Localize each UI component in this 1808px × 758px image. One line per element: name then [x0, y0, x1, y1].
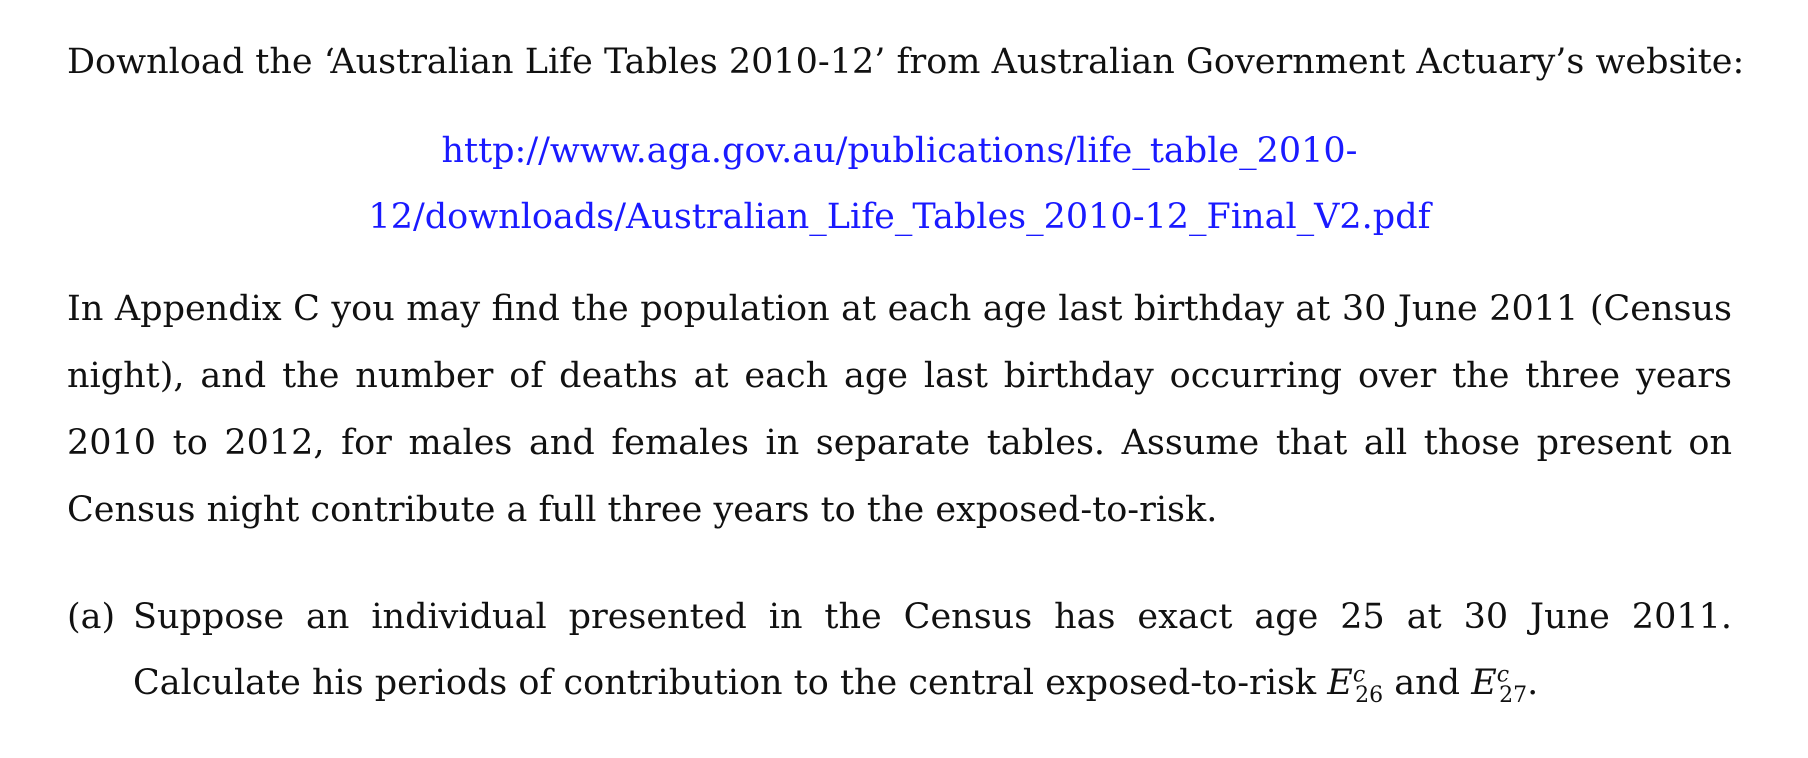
- math-subscript: 27: [1499, 683, 1528, 708]
- document-page: [67, 36, 1745, 716]
- item-a-connector: and: [1383, 663, 1472, 703]
- life-tables-link[interactable]: [67, 118, 1732, 250]
- math-e-26: [1327, 662, 1384, 708]
- math-e-27: [1471, 662, 1528, 708]
- item-label: (a): [67, 597, 116, 637]
- link-line-1[interactable]: http://www.aga.gov.au/publications/life_table_2010-: [441, 131, 1358, 171]
- question-list: [67, 584, 1732, 716]
- math-symbol: E: [1327, 663, 1353, 703]
- appendix-paragraph: In Appendix C you may find the population at each age last birthday at 30 June 2011 (Census night), and the number of deaths at each age last birthday occurring over the three years 2010 to 2012, for males and females in separate tables. Assume that all those present on Census night contribute a full three years to the exposed-to-risk.: [67, 289, 1732, 530]
- item-text: [133, 584, 1732, 716]
- math-superscript: c: [1352, 662, 1366, 688]
- link-line-2[interactable]: 12/downloads/Australian_Life_Tables_2010-12_Final_V2.pdf: [368, 197, 1431, 237]
- math-symbol: E: [1471, 663, 1497, 703]
- question-item-a: [67, 584, 1732, 716]
- intro-text: Download the ‘Australian Life Tables 2010-12’ from Australian Government Actuary’s website:: [67, 42, 1745, 82]
- item-a-end: .: [1527, 663, 1539, 703]
- math-subscript: 26: [1355, 683, 1384, 708]
- item-a-body: Suppose an individual presented in the Census has exact age 25 at 30 June 2011. Calculate his periods of contribution to the central exposed-to-risk: [133, 597, 1732, 703]
- math-superscript: c: [1496, 662, 1510, 688]
